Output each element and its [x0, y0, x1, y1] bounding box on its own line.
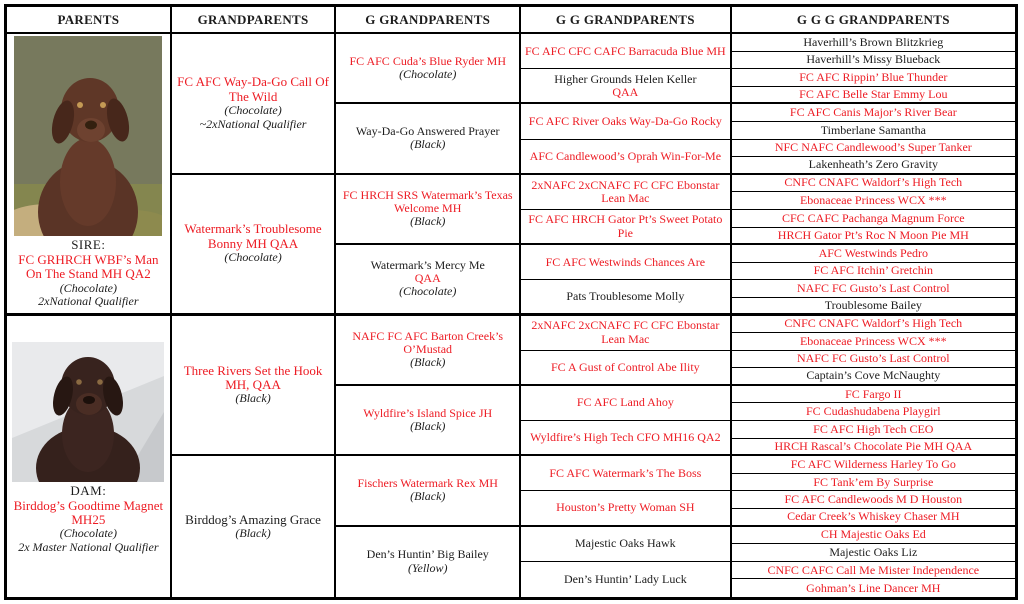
ggg-grandparent-cell [732, 579, 1015, 597]
ggg-grandparent-name: Haverhill’s Brown Blitzkrieg [803, 34, 944, 49]
ggg-grandparent-name: Lakenheath’s Zero Gravity [808, 157, 938, 172]
ggg-grandparent-name: NAFC FC Gusto’s Last Control [796, 281, 950, 296]
sire-color-note: (Chocolate) [59, 280, 118, 295]
g-grandparent-name: Wyldfire’s Island Spice JH [363, 405, 493, 420]
ggg-grandparent-cell [732, 192, 1015, 210]
gg-grandparent-name: AFC Candlewood’s Oprah Win-For-Me [529, 148, 722, 163]
ggg-grandparent-cell [732, 386, 1015, 404]
gg-grandparent-name: Wyldfire’s High Tech CFO MH16 QA2 [530, 430, 721, 445]
ggg-grandparent-name: Ebonaceae Princess WCX *** [799, 333, 947, 348]
ggg-grandparent-name: Gohman’s Line Dancer MH [806, 580, 941, 595]
g-grandparents-column [336, 34, 521, 597]
dam-color-note: (Chocolate) [59, 526, 118, 541]
ggg-grandparent-name: FC Tank’em By Surprise [813, 474, 934, 489]
ggg-grandparent-name: FC AFC Canis Major’s River Bear [789, 105, 957, 120]
sire-label: SIRE: [71, 237, 106, 252]
gg-grandparents-column [521, 34, 732, 597]
ggg-grandparent-name: CNFC CNAFC Waldorf’s High Tech [784, 316, 963, 331]
gg-grandparent-cell [521, 421, 730, 456]
ggg-grandparent-cell [732, 403, 1015, 421]
header-gg-grandparents: G G GRANDPARENTS [521, 7, 732, 32]
ggg-grandparent-cell [732, 34, 1015, 52]
ggg-grandparent-cell [732, 509, 1015, 527]
g-grandparent-color-note: (Black) [410, 137, 446, 152]
g-grandparent-color-note: (Black) [410, 214, 446, 229]
ggg-grandparent-name: CNFC CAFC Call Me Mister Independence [767, 562, 980, 577]
g-grandparent-color-note: (Chocolate) [399, 66, 457, 81]
header-grandparents: GRANDPARENTS [172, 7, 337, 32]
dam-qualifier: 2x Master National Qualifier [18, 539, 159, 554]
gg-grandparent-name: FC AFC Westwinds Chances Are [545, 254, 706, 269]
grandparent-color-note: (Chocolate) [224, 102, 282, 117]
ggg-grandparent-cell [732, 544, 1015, 562]
ggg-grandparent-cell [732, 52, 1015, 70]
ggg-grandparent-name: FC AFC Wilderness Harley To Go [790, 456, 956, 471]
ggg-grandparent-name: HRCH Gator Pt’s Roc N Moon Pie MH [777, 227, 969, 242]
ggg-grandparent-cell [732, 175, 1015, 193]
g-grandparent-cell [336, 386, 519, 456]
header-ggg-grandparents: G G G GRANDPARENTS [796, 11, 950, 27]
gg-grandparent-cell [521, 34, 730, 69]
ggg-grandparent-name: FC Fargo II [845, 386, 902, 401]
grandparent-name: Three Rivers Set the Hook MH, QAA [183, 362, 323, 392]
gg-grandparent-name: FC AFC Watermark’s The Boss [549, 465, 702, 480]
dam-name: Birddog’s Goodtime Magnet MH25 [13, 497, 164, 527]
grandparent-qualifier: ~2xNational Qualifier [199, 116, 307, 131]
g-grandparent-cell [336, 456, 519, 526]
ggg-grandparent-name: Majestic Oaks Liz [829, 544, 918, 559]
g-grandparent-name: Fischers Watermark Rex MH [357, 475, 498, 490]
ggg-grandparent-cell [732, 280, 1015, 298]
gg-grandparent-cell [521, 280, 730, 315]
gg-grandparent-name: FC AFC CFC CAFC Barracuda Blue MH [524, 43, 726, 58]
gg-grandparent-name: 2xNAFC 2xCNAFC FC CFC Ebonstar Lean Mac [531, 177, 720, 205]
header-parents: PARENTS [7, 7, 172, 32]
ggg-grandparent-cell [732, 245, 1015, 263]
gg-grandparent-cell [521, 316, 730, 351]
g-grandparent-cell [336, 316, 519, 386]
g-grandparent-cell [336, 34, 519, 104]
ggg-grandparent-cell [732, 491, 1015, 509]
gg-grandparent-cell [521, 491, 730, 526]
ggg-grandparent-cell [732, 263, 1015, 281]
ggg-grandparent-cell [732, 439, 1015, 457]
ggg-grandparent-cell [732, 333, 1015, 351]
gg-grandparent-cell [521, 562, 730, 597]
g-grandparent-cell [336, 527, 519, 597]
gg-grandparent-name: Higher Grounds Helen Keller [554, 71, 697, 86]
grandparent-color-note: (Black) [235, 391, 271, 406]
ggg-grandparent-name: Ebonaceae Princess WCX *** [799, 193, 947, 208]
sire-cell [7, 34, 170, 316]
ggg-grandparent-name: FC AFC Itchin’ Gretchin [813, 263, 934, 278]
ggg-grandparent-cell [732, 316, 1015, 334]
g-grandparent-name: FC HRCH SRS Watermark’s Texas Welcome MH [342, 187, 513, 216]
sire-name: FC GRHRCH WBF’s Man On The Stand MH QA2 [18, 252, 159, 282]
gg-grandparent-cell [521, 386, 730, 421]
g-grandparent-color-note: (Black) [410, 418, 446, 433]
grandparents-column [172, 34, 337, 597]
grandparent-color-note: (Chocolate) [224, 250, 282, 265]
ggg-grandparent-cell [732, 210, 1015, 228]
ggg-grandparents-column [732, 34, 1015, 597]
ggg-grandparent-cell [732, 140, 1015, 158]
gg-grandparent-cell [521, 245, 730, 280]
g-grandparent-cell [336, 175, 519, 245]
ggg-grandparent-name: AFC Westwinds Pedro [818, 245, 929, 260]
ggg-grandparent-name: FC AFC Rippin’ Blue Thunder [799, 69, 948, 84]
ggg-grandparent-name: HRCH Rascal’s Chocolate Pie MH QAA [774, 438, 973, 453]
ggg-grandparent-name: Haverhill’s Missy Blueback [806, 52, 941, 67]
g-grandparent-color-note: (Black) [410, 489, 446, 504]
ggg-grandparent-name: FC Cudashudabena Playgirl [805, 404, 941, 419]
g-grandparent-cell [336, 104, 519, 174]
ggg-grandparent-cell [732, 456, 1015, 474]
ggg-grandparent-name: CNFC CNAFC Waldorf’s High Tech [784, 175, 963, 190]
ggg-grandparent-name: CH Majestic Oaks Ed [820, 527, 926, 542]
g-grandparent-name: NAFC FC AFC Barton Creek’s O’Mustad [352, 328, 504, 356]
g-grandparent-name: Watermark’s Mercy Me [370, 257, 485, 272]
gg-grandparent-cell [521, 104, 730, 139]
ggg-grandparent-name: Cedar Creek’s Whiskey Chaser MH [787, 509, 960, 524]
g-grandparent-name: FC AFC Cuda’s Blue Ryder MH [349, 53, 506, 68]
grandparent-cell [172, 456, 335, 597]
parents-column [7, 34, 172, 597]
ggg-grandparent-name: NAFC FC Gusto’s Last Control [796, 351, 950, 366]
ggg-grandparent-name: NFC NAFC Candlewood’s Super Tanker [774, 140, 972, 155]
gg-grandparent-name: 2xNAFC 2xCNAFC FC CFC Ebonstar Lean Mac [531, 318, 720, 346]
grandparent-cell [172, 175, 335, 316]
grandparent-cell [172, 316, 335, 457]
gg-grandparent-name: FC AFC River Oaks Way-Da-Go Rocky [528, 113, 722, 128]
ggg-grandparent-name: FC AFC Belle Star Emmy Lou [799, 86, 948, 101]
gg-grandparent-name: Majestic Oaks Hawk [575, 536, 676, 551]
pedigree-table [4, 4, 1018, 600]
gg-grandparent-title: QAA [612, 84, 639, 99]
g-grandparent-color-note: (Black) [410, 354, 446, 369]
ggg-grandparent-name: Troublesome Bailey [824, 297, 922, 312]
ggg-grandparent-cell [732, 421, 1015, 439]
grandparent-cell [172, 34, 335, 175]
ggg-grandparent-cell [732, 104, 1015, 122]
dam-cell [7, 316, 170, 598]
grandparent-color-note: (Black) [235, 525, 271, 540]
ggg-grandparent-name: CFC CAFC Pachanga Magnum Force [781, 210, 965, 225]
ggg-grandparent-name: FC AFC High Tech CEO [813, 421, 934, 436]
g-grandparent-title: QAA [414, 270, 441, 285]
gg-grandparent-cell [521, 210, 730, 245]
ggg-grandparent-cell [732, 69, 1015, 87]
gg-grandparent-name: FC A Gust of Control Abe Ility [551, 359, 700, 374]
grandparent-name: Birddog’s Amazing Grace [185, 511, 321, 527]
gg-grandparent-name: FC AFC Land Ahoy [576, 395, 674, 410]
gg-grandparent-cell [521, 456, 730, 491]
header-row [7, 7, 1015, 34]
grandparent-name: Watermark’s Troublesome Bonny MH QAA [184, 221, 322, 251]
g-grandparent-color-note: (Chocolate) [399, 284, 457, 299]
gg-grandparent-cell [521, 351, 730, 386]
gg-grandparent-name: Houston’s Pretty Woman SH [556, 500, 695, 515]
sire-photo [14, 36, 162, 236]
dam-photo [12, 342, 164, 482]
gg-grandparent-name: Den’s Huntin’ Lady Luck [563, 571, 687, 586]
header-g-grandparents: G GRANDPARENTS [336, 7, 521, 32]
g-grandparent-color-note: (Yellow) [407, 560, 448, 575]
gg-grandparent-name: FC AFC HRCH Gator Pt’s Sweet Potato Pie [528, 212, 723, 240]
g-grandparent-name: Way-Da-Go Answered Prayer [355, 124, 500, 139]
ggg-grandparent-cell [732, 351, 1015, 369]
ggg-grandparent-cell [732, 527, 1015, 545]
ggg-grandparent-cell [732, 562, 1015, 580]
g-grandparent-cell [336, 245, 519, 315]
table-body [7, 34, 1015, 597]
ggg-grandparent-name: FC AFC Candlewoods M D Houston [784, 492, 963, 507]
ggg-grandparent-name: Timberlane Samantha [820, 122, 926, 137]
gg-grandparent-cell [521, 140, 730, 175]
ggg-grandparent-cell [732, 87, 1015, 105]
ggg-grandparent-name: Captain’s Cove McNaughty [806, 368, 941, 383]
ggg-grandparent-cell [732, 122, 1015, 140]
ggg-grandparent-cell [732, 228, 1015, 246]
grandparent-name: FC AFC Way-Da-Go Call Of The Wild [177, 74, 329, 104]
sire-qualifier: 2xNational Qualifier [38, 294, 139, 309]
gg-grandparent-name: Pats Troublesome Molly [566, 288, 685, 303]
ggg-grandparent-cell [732, 368, 1015, 386]
ggg-grandparent-cell [732, 298, 1015, 316]
ggg-grandparent-cell [732, 474, 1015, 492]
dam-label: DAM: [70, 482, 107, 498]
gg-grandparent-cell [521, 69, 730, 104]
g-grandparent-name: Den’s Huntin’ Big Bailey [366, 547, 489, 562]
gg-grandparent-cell [521, 175, 730, 210]
gg-grandparent-cell [521, 527, 730, 562]
ggg-grandparent-cell [732, 157, 1015, 175]
